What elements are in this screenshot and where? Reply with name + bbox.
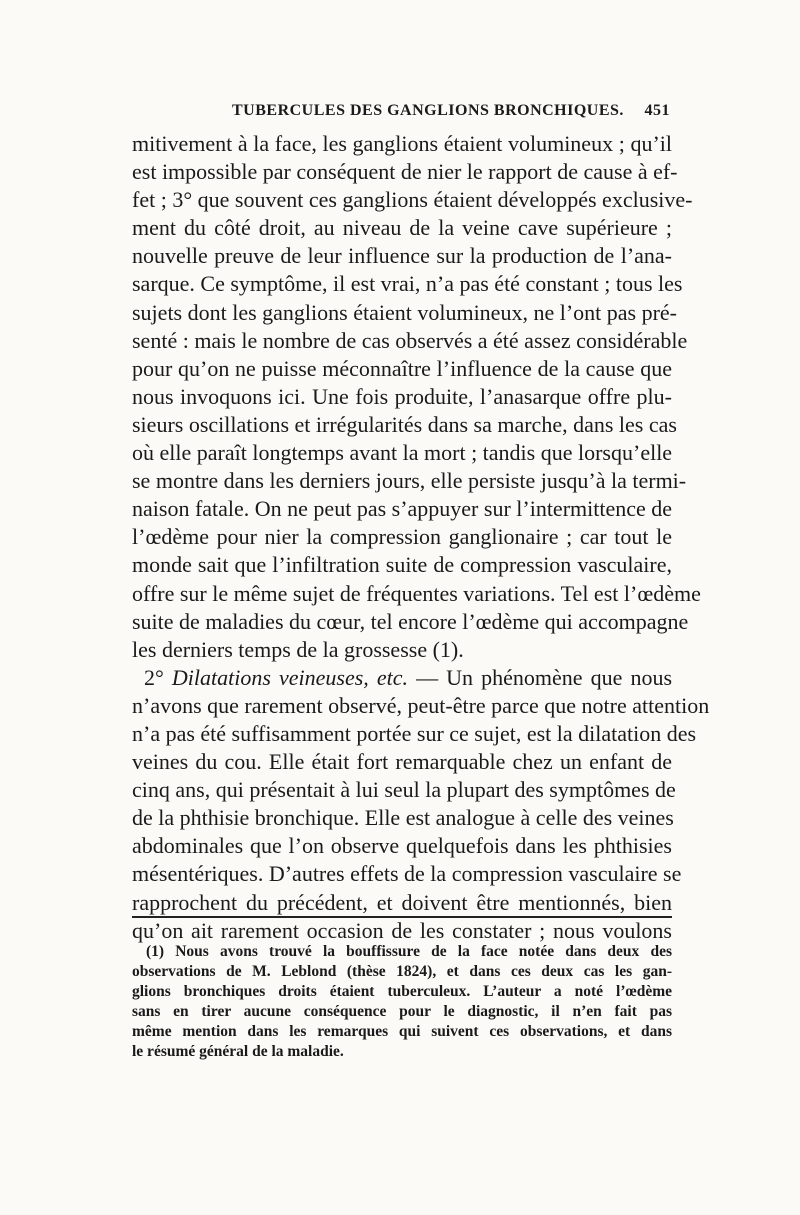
text-line: suite de maladies du cœur, tel encore l’œdème qui accompagne [132,608,689,634]
text-line: sarque. Ce symptôme, il est vrai, n’a pas été constant ; tous les [132,271,683,297]
text-line: nous invoquons ici. Une fois produite, l’anasarque offre plu- [132,383,672,409]
text-line: n’avons que rarement observé, peut-être parce que notre attention [132,692,710,718]
text-line: naison fatale. On ne peut pas s’appuyer sur l’intermittence de [132,496,673,522]
section-heading: Dilatations veineuses, etc. [171,664,408,690]
footnote-line: sans en tirer aucune conséquence pour le diagnostic, il n’en fait pas [132,1003,672,1020]
text-line: monde sait que l’infiltration suite de compression vasculaire, [132,552,672,578]
text-line: fet ; 3° que souvent ces ganglions étaient développés exclusive- [132,187,693,213]
footnote-line: observations de M. Leblond (thèse 1824), et dans ces deux cas les gan- [132,963,672,980]
text-line: senté : mais le nombre de cas observés a été assez considérable [132,327,688,353]
text-line: sujets dont les ganglions étaient volumineux, ne l’ont pas pré- [132,299,678,325]
text-line: rapprochent du précédent, et doivent être mentionnés, bien [132,889,672,915]
text-line: offre sur le même sujet de fréquentes variations. Tel est l’œdème [132,580,701,606]
text-line: veines du cou. Elle était fort remarquable chez un enfant de [132,749,672,775]
text-line: abdominales que l’on observe quelquefois dans les phthisies [132,833,672,859]
text-line: est impossible par conséquent de nier le rapport de cause à ef- [132,159,678,185]
text-line: pour qu’on ne puisse méconnaître l’influence de la cause que [132,355,672,381]
section-heading-line [132,664,672,692]
text-line: se montre dans les derniers jours, elle persiste jusqu’à la termi- [132,468,687,494]
main-text [132,130,710,945]
footnote-line: même mention dans les remarques qui suivent ces observations, et dans [132,1023,672,1040]
text-line: l’œdème pour nier la compression ganglionaire ; car tout le [132,524,672,550]
text-line: nouvelle preuve de leur influence sur la production de l’ana- [132,243,672,269]
text-line: mitivement à la face, les ganglions étaient volumineux ; qu’il [132,131,672,156]
text-line: les derniers temps de la grossesse (1). [132,636,464,662]
text-line: mésentériques. D’autres effets de la compression vasculaire se [132,861,682,887]
text-line: ment du côté droit, au niveau de la veine cave supérieure ; [132,215,672,241]
footnote [132,942,672,1062]
section-first-line-text: — Un phénomène que nous [416,664,673,690]
running-header [232,102,670,126]
text-line: qu’on ait rarement occasion de les constater ; nous voulons [132,917,672,943]
running-title: TUBERCULES DES GANGLIONS BRONCHIQUES. [232,102,624,119]
text-line: cinq ans, qui présentait à lui seul la plupart des symptômes de [132,777,676,803]
footnote-line: glions bronchiques droits étaient tuberculeux. L’auteur a noté l’œdème [132,983,672,1000]
text-line: où elle paraît longtemps avant la mort ; tandis que lorsqu’elle [132,440,673,466]
footnote-line: le résumé général de la maladie. [132,1043,344,1060]
text-line: de la phthisie bronchique. Elle est analogue à celle des veines [132,805,674,831]
text-line: n’a pas été suffisamment portée sur ce sujet, est la dilatation des [132,720,697,746]
page-number: 451 [644,102,670,119]
footnote-line: (1) Nous avons trouvé la bouffissure de la face notée dans deux des [146,943,672,960]
section-number: 2° [144,664,164,690]
footnote-divider [132,916,672,918]
text-line: sieurs oscillations et irrégularités dans sa marche, dans les cas [132,411,677,437]
